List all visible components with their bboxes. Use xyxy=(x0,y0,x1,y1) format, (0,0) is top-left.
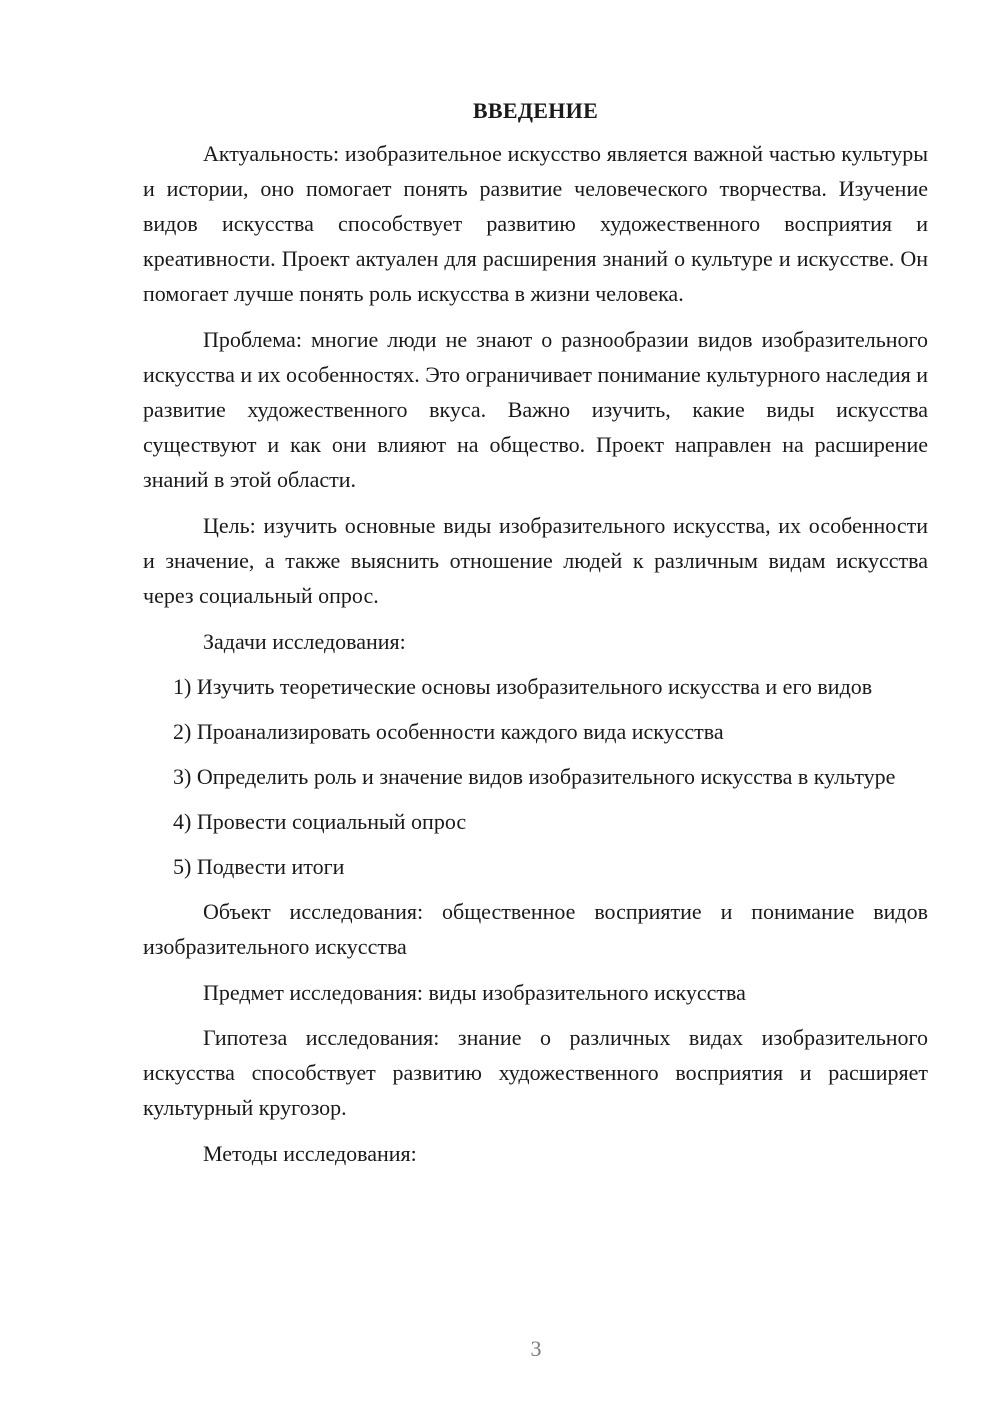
page-number: 3 xyxy=(530,1336,542,1361)
task-item: 5) Подвести итоги xyxy=(173,854,345,879)
goal-paragraph: Цель: изучить основные виды изобразительного искусства, их особенности и значение, а также выяснить отношение людей к различным видам искусства через социальный опрос. xyxy=(143,513,928,608)
task-item: 1) Изучить теоретические основы изобразительного искусства и его видов xyxy=(173,674,873,699)
tasks-heading: Задачи исследования: xyxy=(203,629,406,654)
subject-paragraph: Предмет исследования: виды изобразительного искусства xyxy=(203,980,746,1005)
task-item: 3) Определить роль и значение видов изобразительного искусства в культуре xyxy=(173,764,896,789)
hypothesis-paragraph: Гипотеза исследования: знание о различных видах изобразительного искусства способствует развитию художественного восприятия и расширяет культурный кругозор. xyxy=(143,1025,928,1120)
relevance-paragraph: Актуальность: изобразительное искусство является важной частью культуры и истории, оно помогает понять развитие человеческого творчества. Изучение видов искусства способствует развитию художественного восприятия и креативности. Проект актуален для расширения знаний о культуре и искусстве. Он помогает лучше понять роль искусства в жизни человека. xyxy=(143,141,928,306)
task-item: 2) Проанализировать особенности каждого вида искусства xyxy=(173,719,724,744)
object-paragraph: Объект исследования: общественное восприятие и понимание видов изобразительного искусства xyxy=(143,899,928,959)
page-title: ВВЕДЕНИЕ xyxy=(472,98,599,123)
task-item: 4) Провести социальный опрос xyxy=(173,809,467,834)
problem-paragraph: Проблема: многие люди не знают о разнообразии видов изобразительного искусства и их особенностях. Это ограничивает понимание культурного наследия и развитие художественного вкуса. Важно изучить, какие виды искусства существуют и как они влияют на общество. Проект направлен на расширение знаний в этой области. xyxy=(143,327,928,492)
page-content xyxy=(143,96,928,1181)
methods-heading: Методы исследования: xyxy=(203,1141,417,1166)
